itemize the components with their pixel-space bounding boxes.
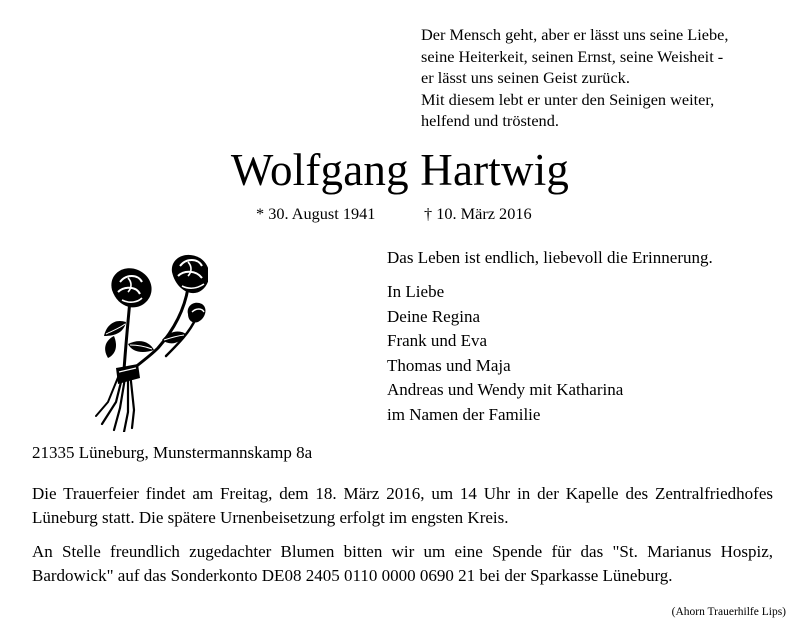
memorial-quote (421, 24, 791, 132)
family-line: Deine Regina (387, 306, 480, 326)
donation-request: An Stelle freundlich zugedachter Blumen bitten wir um eine Spende für das "St. Marianus Hospiz, Bardowick" auf das Sonderkonto DE08 2405 0110 0000 0690 21 bei der Sparkasse Lüneburg. (32, 542, 773, 585)
family-line: Andreas und Wendy mit Katharina (387, 380, 624, 400)
memorial-motto: Das Leben ist endlich, liebevoll die Erinnerung. (387, 248, 713, 267)
quote-line: seine Heiterkeit, seinen Ernst, seine Weisheit - (421, 46, 724, 66)
family-line: Frank und Eva (387, 331, 488, 351)
family-address: 21335 Lüneburg, Munstermannskamp 8a (32, 443, 313, 462)
family-signature (387, 280, 623, 428)
quote-line: er lässt uns seinen Geist zurück. (421, 68, 630, 88)
death-date: † 10. März 2016 (424, 204, 532, 223)
birth-date: * 30. August 1941 (256, 204, 376, 223)
quote-line: Der Mensch geht, aber er lässt uns seine Liebe, (421, 25, 729, 44)
family-line: In Liebe (387, 282, 445, 301)
funeral-announcement: Die Trauerfeier findet am Freitag, dem 18. März 2016, um 14 Uhr in der Kapelle des Zentralfriedhofes Lüneburg statt. Die spätere Urnenbeisetzung erfolgt im engsten Kreis. (32, 484, 773, 527)
roses-icon (88, 252, 208, 432)
quote-line: helfend und tröstend. (421, 111, 559, 131)
family-line: Thomas und Maja (387, 355, 511, 375)
quote-line: Mit diesem lebt er unter den Seinigen weiter, (421, 89, 715, 109)
deceased-name: Wolfgang Hartwig (230, 145, 570, 195)
undertaker-credit: (Ahorn Trauerhilfe Lips) (671, 606, 786, 618)
family-line: im Namen der Familie (387, 404, 541, 424)
